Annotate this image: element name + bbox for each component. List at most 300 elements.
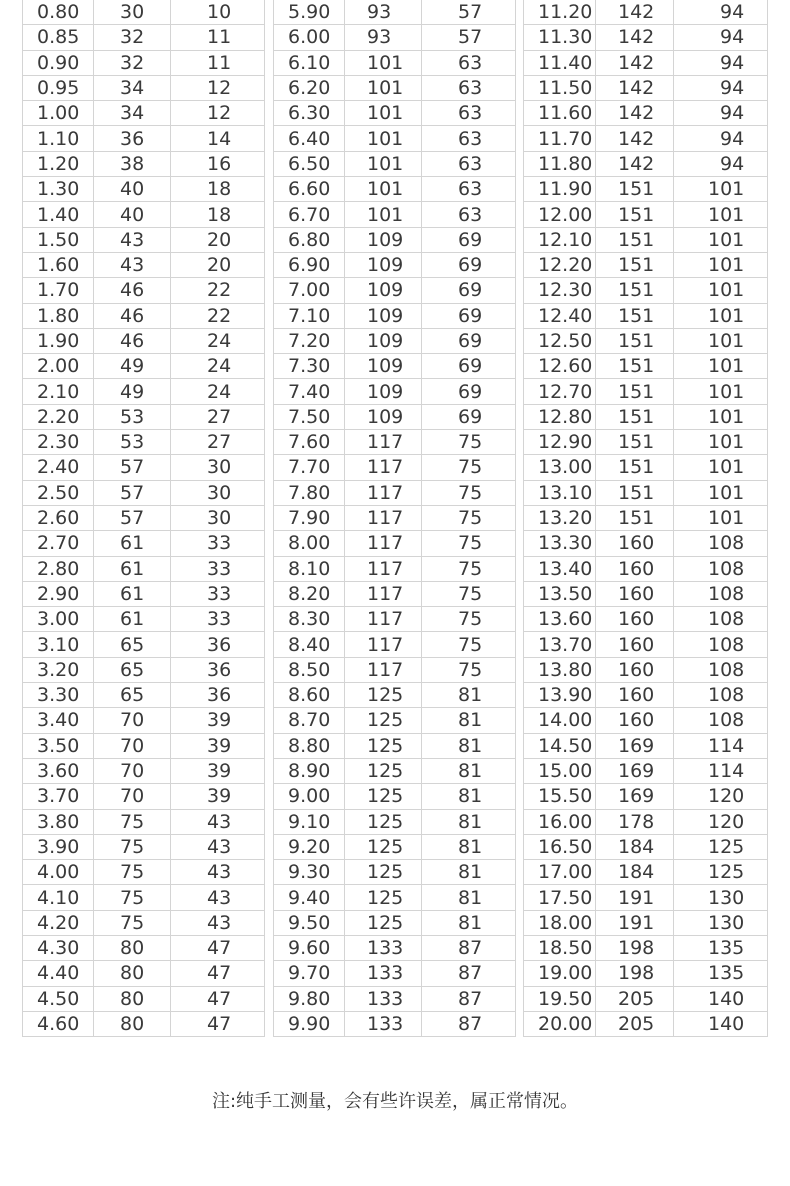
measure-b-cell: 108 (674, 531, 768, 556)
size-cell: 9.90 (274, 1011, 345, 1036)
table-row (274, 252, 516, 277)
size-cell: 6.40 (274, 126, 345, 151)
measure-b-cell: 130 (674, 885, 768, 910)
size-cell: 11.20 (524, 0, 596, 25)
size-cell: 11.30 (524, 25, 596, 50)
measure-a-cell: 151 (596, 252, 674, 277)
table-row (524, 607, 768, 632)
measure-a-cell: 109 (345, 252, 422, 277)
table-row (524, 834, 768, 859)
size-cell: 3.30 (23, 683, 94, 708)
measure-a-cell: 151 (596, 278, 674, 303)
measure-a-cell: 160 (596, 632, 674, 657)
measure-b-cell: 24 (171, 354, 265, 379)
size-cell: 9.00 (274, 784, 345, 809)
table-row (274, 961, 516, 986)
table-row (274, 683, 516, 708)
table-row (274, 531, 516, 556)
measure-b-cell: 101 (674, 328, 768, 353)
size-cell: 2.30 (23, 430, 94, 455)
size-cell: 12.70 (524, 379, 596, 404)
measure-a-cell: 205 (596, 1011, 674, 1036)
table-row (274, 404, 516, 429)
measure-a-cell: 191 (596, 885, 674, 910)
size-table-column-1 (22, 0, 265, 1037)
table-row (23, 252, 265, 277)
measure-a-cell: 142 (596, 126, 674, 151)
measure-b-cell: 135 (674, 935, 768, 960)
size-cell: 0.95 (23, 75, 94, 100)
size-cell: 18.50 (524, 935, 596, 960)
table-row (23, 607, 265, 632)
measure-b-cell: 47 (171, 1011, 265, 1036)
measure-a-cell: 151 (596, 303, 674, 328)
size-cell: 2.60 (23, 505, 94, 530)
measure-a-cell: 109 (345, 328, 422, 353)
measure-a-cell: 93 (345, 25, 422, 50)
measure-a-cell: 178 (596, 809, 674, 834)
measure-b-cell: 101 (674, 480, 768, 505)
measure-a-cell: 53 (94, 404, 171, 429)
measure-a-cell: 125 (345, 758, 422, 783)
table-row (23, 910, 265, 935)
measure-a-cell: 125 (345, 910, 422, 935)
table-row (23, 151, 265, 176)
size-cell: 8.40 (274, 632, 345, 657)
table-row (23, 50, 265, 75)
measure-b-cell: 69 (422, 404, 516, 429)
measure-b-cell: 63 (422, 50, 516, 75)
measure-b-cell: 69 (422, 252, 516, 277)
measure-b-cell: 11 (171, 50, 265, 75)
measure-b-cell: 125 (674, 834, 768, 859)
table-row (23, 354, 265, 379)
size-cell: 9.70 (274, 961, 345, 986)
table-row (23, 581, 265, 606)
size-cell: 9.30 (274, 860, 345, 885)
measure-b-cell: 30 (171, 505, 265, 530)
size-cell: 11.40 (524, 50, 596, 75)
size-cell: 12.80 (524, 404, 596, 429)
table-row (274, 885, 516, 910)
table-row (524, 581, 768, 606)
size-cell: 16.00 (524, 809, 596, 834)
measure-b-cell: 81 (422, 860, 516, 885)
table-row (23, 505, 265, 530)
size-cell: 7.10 (274, 303, 345, 328)
measure-b-cell: 114 (674, 733, 768, 758)
table-row (23, 860, 265, 885)
measure-a-cell: 61 (94, 556, 171, 581)
measure-b-cell: 81 (422, 733, 516, 758)
table-row (274, 25, 516, 50)
size-cell: 12.40 (524, 303, 596, 328)
table-row (23, 328, 265, 353)
measure-b-cell: 43 (171, 910, 265, 935)
measure-b-cell: 30 (171, 455, 265, 480)
table-row (23, 784, 265, 809)
measure-b-cell: 63 (422, 75, 516, 100)
measure-b-cell: 101 (674, 404, 768, 429)
measure-b-cell: 75 (422, 455, 516, 480)
measure-b-cell: 75 (422, 581, 516, 606)
table-row (274, 556, 516, 581)
table-row (23, 303, 265, 328)
size-cell: 6.00 (274, 25, 345, 50)
measure-a-cell: 133 (345, 961, 422, 986)
size-cell: 1.30 (23, 177, 94, 202)
size-cell: 7.00 (274, 278, 345, 303)
table-row (524, 354, 768, 379)
size-cell: 13.80 (524, 657, 596, 682)
table-row (23, 75, 265, 100)
table-row (524, 708, 768, 733)
size-cell: 6.20 (274, 75, 345, 100)
measure-b-cell: 69 (422, 354, 516, 379)
size-cell: 1.10 (23, 126, 94, 151)
table-row (23, 126, 265, 151)
measure-a-cell: 117 (345, 581, 422, 606)
table-row (524, 101, 768, 126)
table-row (524, 252, 768, 277)
measure-b-cell: 75 (422, 657, 516, 682)
measure-b-cell: 101 (674, 252, 768, 277)
measure-b-cell: 75 (422, 430, 516, 455)
measure-b-cell: 14 (171, 126, 265, 151)
size-cell: 4.00 (23, 860, 94, 885)
measure-a-cell: 160 (596, 607, 674, 632)
measure-a-cell: 151 (596, 227, 674, 252)
measure-b-cell: 81 (422, 758, 516, 783)
table-row (274, 834, 516, 859)
table-row (524, 151, 768, 176)
measure-a-cell: 70 (94, 758, 171, 783)
measure-b-cell: 33 (171, 556, 265, 581)
measure-a-cell: 142 (596, 75, 674, 100)
table-row (274, 50, 516, 75)
measure-b-cell: 81 (422, 910, 516, 935)
measure-b-cell: 24 (171, 379, 265, 404)
measure-b-cell: 135 (674, 961, 768, 986)
measure-b-cell: 101 (674, 303, 768, 328)
measure-a-cell: 125 (345, 683, 422, 708)
size-cell: 12.60 (524, 354, 596, 379)
measure-a-cell: 125 (345, 708, 422, 733)
table-row (23, 202, 265, 227)
size-cell: 1.50 (23, 227, 94, 252)
size-cell: 7.80 (274, 480, 345, 505)
size-cell: 8.10 (274, 556, 345, 581)
measure-a-cell: 142 (596, 101, 674, 126)
measure-b-cell: 108 (674, 632, 768, 657)
measure-a-cell: 133 (345, 1011, 422, 1036)
size-cell: 13.20 (524, 505, 596, 530)
size-cell: 9.40 (274, 885, 345, 910)
measure-a-cell: 109 (345, 278, 422, 303)
measure-a-cell: 133 (345, 935, 422, 960)
measure-b-cell: 20 (171, 227, 265, 252)
size-cell: 9.50 (274, 910, 345, 935)
size-cell: 3.80 (23, 809, 94, 834)
measure-a-cell: 75 (94, 860, 171, 885)
table-row (23, 809, 265, 834)
measure-b-cell: 108 (674, 657, 768, 682)
table-row (524, 455, 768, 480)
size-cell: 13.10 (524, 480, 596, 505)
measure-b-cell: 33 (171, 581, 265, 606)
measure-a-cell: 117 (345, 556, 422, 581)
size-cell: 1.00 (23, 101, 94, 126)
size-cell: 4.30 (23, 935, 94, 960)
measure-b-cell: 140 (674, 1011, 768, 1036)
measure-a-cell: 184 (596, 860, 674, 885)
measure-b-cell: 33 (171, 531, 265, 556)
measure-a-cell: 43 (94, 227, 171, 252)
measure-a-cell: 142 (596, 151, 674, 176)
measure-a-cell: 46 (94, 278, 171, 303)
table-row (23, 430, 265, 455)
table-row (274, 354, 516, 379)
measure-b-cell: 47 (171, 935, 265, 960)
size-cell: 3.50 (23, 733, 94, 758)
size-cell: 9.80 (274, 986, 345, 1011)
table-row (23, 379, 265, 404)
size-cell: 8.30 (274, 607, 345, 632)
measure-a-cell: 75 (94, 834, 171, 859)
table-row (23, 0, 265, 25)
table-row (274, 278, 516, 303)
size-cell: 1.40 (23, 202, 94, 227)
measure-a-cell: 57 (94, 505, 171, 530)
size-cell: 8.80 (274, 733, 345, 758)
size-cell: 1.90 (23, 328, 94, 353)
size-cell: 6.80 (274, 227, 345, 252)
table-row (524, 885, 768, 910)
measure-b-cell: 75 (422, 505, 516, 530)
measure-a-cell: 117 (345, 455, 422, 480)
size-cell: 12.50 (524, 328, 596, 353)
measure-a-cell: 109 (345, 227, 422, 252)
table-row (274, 1011, 516, 1036)
measure-b-cell: 81 (422, 784, 516, 809)
measure-b-cell: 101 (674, 177, 768, 202)
size-cell: 11.80 (524, 151, 596, 176)
table-row (23, 1011, 265, 1036)
table-row (524, 961, 768, 986)
measure-a-cell: 109 (345, 379, 422, 404)
measure-b-cell: 39 (171, 758, 265, 783)
table-row (524, 531, 768, 556)
size-cell: 3.40 (23, 708, 94, 733)
measure-b-cell: 87 (422, 935, 516, 960)
measure-a-cell: 32 (94, 25, 171, 50)
measure-b-cell: 69 (422, 379, 516, 404)
measure-b-cell: 94 (674, 50, 768, 75)
size-cell: 0.80 (23, 0, 94, 25)
measure-a-cell: 160 (596, 657, 674, 682)
measure-a-cell: 125 (345, 733, 422, 758)
measure-b-cell: 16 (171, 151, 265, 176)
table-row (274, 430, 516, 455)
measure-b-cell: 87 (422, 1011, 516, 1036)
measure-b-cell: 94 (674, 126, 768, 151)
measure-a-cell: 36 (94, 126, 171, 151)
measure-a-cell: 151 (596, 379, 674, 404)
size-cell: 3.90 (23, 834, 94, 859)
measure-a-cell: 57 (94, 480, 171, 505)
measure-b-cell: 101 (674, 227, 768, 252)
measure-a-cell: 160 (596, 556, 674, 581)
measure-a-cell: 151 (596, 177, 674, 202)
size-table-column-2 (273, 0, 516, 1037)
measure-a-cell: 65 (94, 632, 171, 657)
measure-a-cell: 65 (94, 657, 171, 682)
size-cell: 9.10 (274, 809, 345, 834)
table-row (23, 25, 265, 50)
table-row (274, 657, 516, 682)
measure-b-cell: 33 (171, 607, 265, 632)
size-cell: 2.80 (23, 556, 94, 581)
size-cell: 5.90 (274, 0, 345, 25)
table-row (274, 809, 516, 834)
size-cell: 2.40 (23, 455, 94, 480)
measure-a-cell: 133 (345, 986, 422, 1011)
size-cell: 6.70 (274, 202, 345, 227)
table-row (23, 708, 265, 733)
table-row (23, 834, 265, 859)
size-cell: 11.90 (524, 177, 596, 202)
table-row (524, 632, 768, 657)
measure-a-cell: 34 (94, 75, 171, 100)
measure-b-cell: 39 (171, 733, 265, 758)
measure-a-cell: 125 (345, 885, 422, 910)
table-row (274, 455, 516, 480)
table-row (524, 733, 768, 758)
size-cell: 3.10 (23, 632, 94, 657)
measure-b-cell: 30 (171, 480, 265, 505)
measure-b-cell: 75 (422, 632, 516, 657)
table-row (274, 379, 516, 404)
size-cell: 19.00 (524, 961, 596, 986)
measure-a-cell: 93 (345, 0, 422, 25)
table-row (524, 278, 768, 303)
measure-a-cell: 151 (596, 328, 674, 353)
table-row (274, 151, 516, 176)
measure-b-cell: 125 (674, 860, 768, 885)
measure-a-cell: 101 (345, 50, 422, 75)
measure-b-cell: 81 (422, 834, 516, 859)
measure-b-cell: 22 (171, 303, 265, 328)
size-cell: 12.90 (524, 430, 596, 455)
measure-a-cell: 75 (94, 809, 171, 834)
size-cell: 7.30 (274, 354, 345, 379)
measure-b-cell: 108 (674, 581, 768, 606)
size-cell: 15.50 (524, 784, 596, 809)
size-cell: 13.40 (524, 556, 596, 581)
size-cell: 6.30 (274, 101, 345, 126)
measure-a-cell: 125 (345, 834, 422, 859)
size-cell: 2.50 (23, 480, 94, 505)
size-cell: 4.60 (23, 1011, 94, 1036)
table-row (23, 177, 265, 202)
size-cell: 13.60 (524, 607, 596, 632)
size-cell: 4.50 (23, 986, 94, 1011)
measure-b-cell: 63 (422, 126, 516, 151)
size-cell: 1.60 (23, 252, 94, 277)
measure-a-cell: 46 (94, 328, 171, 353)
measure-a-cell: 70 (94, 708, 171, 733)
measure-b-cell: 120 (674, 784, 768, 809)
table-row (23, 961, 265, 986)
table-row (23, 935, 265, 960)
measure-a-cell: 198 (596, 935, 674, 960)
table-row (524, 556, 768, 581)
size-cell: 7.70 (274, 455, 345, 480)
measure-a-cell: 61 (94, 531, 171, 556)
measure-b-cell: 69 (422, 328, 516, 353)
measurement-note: 注:纯手工测量，会有些许误差，属正常情况。 (211, 1091, 579, 1112)
measure-b-cell: 81 (422, 683, 516, 708)
measure-a-cell: 151 (596, 430, 674, 455)
size-cell: 2.00 (23, 354, 94, 379)
measure-a-cell: 70 (94, 784, 171, 809)
measure-a-cell: 160 (596, 708, 674, 733)
measure-a-cell: 142 (596, 25, 674, 50)
measure-b-cell: 101 (674, 455, 768, 480)
measure-b-cell: 140 (674, 986, 768, 1011)
measure-a-cell: 198 (596, 961, 674, 986)
measure-a-cell: 117 (345, 632, 422, 657)
measure-b-cell: 43 (171, 885, 265, 910)
size-cell: 18.00 (524, 910, 596, 935)
measure-a-cell: 101 (345, 75, 422, 100)
table-row (274, 480, 516, 505)
measure-b-cell: 94 (674, 101, 768, 126)
measure-a-cell: 184 (596, 834, 674, 859)
size-cell: 9.20 (274, 834, 345, 859)
table-row (274, 986, 516, 1011)
size-cell: 6.90 (274, 252, 345, 277)
size-cell: 2.90 (23, 581, 94, 606)
table-row (524, 177, 768, 202)
measure-b-cell: 94 (674, 151, 768, 176)
table-row (23, 986, 265, 1011)
measure-b-cell: 94 (674, 75, 768, 100)
size-cell: 3.60 (23, 758, 94, 783)
measure-b-cell: 63 (422, 202, 516, 227)
table-row (274, 303, 516, 328)
size-cell: 2.20 (23, 404, 94, 429)
size-cell: 0.90 (23, 50, 94, 75)
measure-b-cell: 130 (674, 910, 768, 935)
measure-b-cell: 94 (674, 25, 768, 50)
table-row (524, 430, 768, 455)
table-row (23, 278, 265, 303)
size-cell: 11.60 (524, 101, 596, 126)
table-row (274, 202, 516, 227)
measure-a-cell: 117 (345, 505, 422, 530)
size-cell: 7.40 (274, 379, 345, 404)
size-cell: 2.10 (23, 379, 94, 404)
table-row (524, 303, 768, 328)
table-row (274, 758, 516, 783)
size-cell: 14.00 (524, 708, 596, 733)
table-row (23, 758, 265, 783)
measure-b-cell: 108 (674, 708, 768, 733)
measure-b-cell: 57 (422, 25, 516, 50)
measure-b-cell: 120 (674, 809, 768, 834)
measure-a-cell: 49 (94, 379, 171, 404)
